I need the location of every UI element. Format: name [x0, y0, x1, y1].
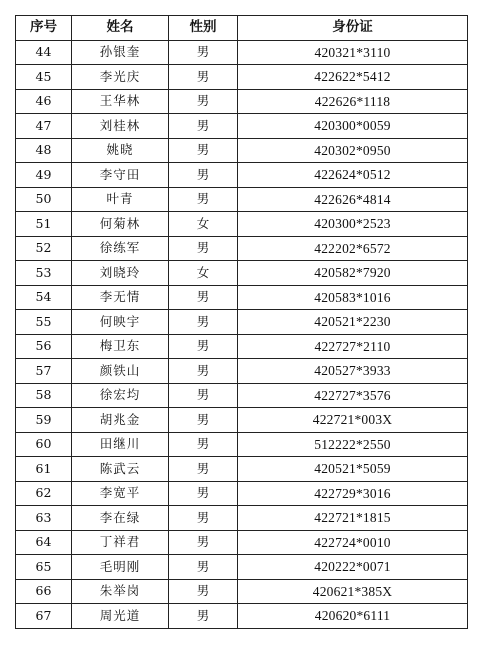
id-card-cell: 422624*0512	[238, 163, 468, 188]
name-cell: 李无情	[72, 285, 169, 310]
gender-cell: 男	[169, 236, 238, 261]
table-row	[16, 212, 468, 237]
id-card-cell: 422626*1118	[238, 89, 468, 114]
name-cell: 李光庆	[72, 65, 169, 90]
table-row	[16, 359, 468, 384]
serial-number-cell: 49	[16, 163, 72, 188]
serial-number-cell: 64	[16, 530, 72, 555]
id-card-cell: 422622*5412	[238, 65, 468, 90]
table-row	[16, 310, 468, 335]
name-cell: 丁祥君	[72, 530, 169, 555]
serial-number-cell: 47	[16, 114, 72, 139]
serial-number-cell: 44	[16, 40, 72, 65]
serial-number-cell: 62	[16, 481, 72, 506]
gender-cell: 男	[169, 457, 238, 482]
table-row	[16, 285, 468, 310]
serial-number-cell: 53	[16, 261, 72, 286]
table-row	[16, 506, 468, 531]
serial-number-cell: 60	[16, 432, 72, 457]
name-cell: 田继川	[72, 432, 169, 457]
id-card-cell: 512222*2550	[238, 432, 468, 457]
gender-cell: 男	[169, 506, 238, 531]
gender-cell: 男	[169, 432, 238, 457]
header-name: 姓名	[72, 16, 169, 41]
table-body	[16, 40, 468, 628]
serial-number-cell: 59	[16, 408, 72, 433]
serial-number-cell: 46	[16, 89, 72, 114]
serial-number-cell: 48	[16, 138, 72, 163]
gender-cell: 男	[169, 138, 238, 163]
serial-number-cell: 63	[16, 506, 72, 531]
roster-table	[15, 15, 468, 629]
table-row	[16, 236, 468, 261]
gender-cell: 男	[169, 604, 238, 629]
serial-number-cell: 65	[16, 555, 72, 580]
table-row	[16, 408, 468, 433]
serial-number-cell: 57	[16, 359, 72, 384]
name-cell: 姚晓	[72, 138, 169, 163]
name-cell: 颜铁山	[72, 359, 169, 384]
name-cell: 陈武云	[72, 457, 169, 482]
name-cell: 徐练军	[72, 236, 169, 261]
gender-cell: 男	[169, 65, 238, 90]
gender-cell: 男	[169, 481, 238, 506]
name-cell: 刘桂林	[72, 114, 169, 139]
table-row	[16, 579, 468, 604]
table-row	[16, 187, 468, 212]
name-cell: 周光道	[72, 604, 169, 629]
serial-number-cell: 58	[16, 383, 72, 408]
id-card-cell: 422724*0010	[238, 530, 468, 555]
name-cell: 朱举岗	[72, 579, 169, 604]
table-header	[16, 16, 468, 41]
name-cell: 毛明刚	[72, 555, 169, 580]
serial-number-cell: 50	[16, 187, 72, 212]
name-cell: 李守田	[72, 163, 169, 188]
serial-number-cell: 66	[16, 579, 72, 604]
serial-number-cell: 52	[16, 236, 72, 261]
id-card-cell: 420527*3933	[238, 359, 468, 384]
serial-number-cell: 67	[16, 604, 72, 629]
gender-cell: 男	[169, 187, 238, 212]
gender-cell: 男	[169, 530, 238, 555]
gender-cell: 女	[169, 212, 238, 237]
table-row	[16, 555, 468, 580]
table-row	[16, 481, 468, 506]
table-row	[16, 383, 468, 408]
gender-cell: 男	[169, 383, 238, 408]
name-cell: 何映宇	[72, 310, 169, 335]
id-card-cell: 420583*1016	[238, 285, 468, 310]
id-card-cell: 422729*3016	[238, 481, 468, 506]
id-card-cell: 420302*0950	[238, 138, 468, 163]
header-gender: 性别	[169, 16, 238, 41]
table-row	[16, 261, 468, 286]
gender-cell: 男	[169, 114, 238, 139]
gender-cell: 男	[169, 408, 238, 433]
id-card-cell: 420300*2523	[238, 212, 468, 237]
gender-cell: 男	[169, 40, 238, 65]
id-card-cell: 422626*4814	[238, 187, 468, 212]
gender-cell: 女	[169, 261, 238, 286]
table-row	[16, 114, 468, 139]
gender-cell: 男	[169, 359, 238, 384]
roster-sheet	[15, 15, 468, 629]
id-card-cell: 420222*0071	[238, 555, 468, 580]
id-card-cell: 420321*3110	[238, 40, 468, 65]
table-row	[16, 604, 468, 629]
gender-cell: 男	[169, 310, 238, 335]
id-card-cell: 420621*385X	[238, 579, 468, 604]
name-cell: 李在绿	[72, 506, 169, 531]
gender-cell: 男	[169, 285, 238, 310]
table-row	[16, 40, 468, 65]
table-row	[16, 334, 468, 359]
id-card-cell: 422721*003X	[238, 408, 468, 433]
table-row	[16, 457, 468, 482]
table-row	[16, 432, 468, 457]
name-cell: 梅卫东	[72, 334, 169, 359]
header-id-card: 身份证	[238, 16, 468, 41]
id-card-cell: 420521*5059	[238, 457, 468, 482]
id-card-cell: 422721*1815	[238, 506, 468, 531]
header-serial-number: 序号	[16, 16, 72, 41]
header-row	[16, 16, 468, 41]
name-cell: 孙银奎	[72, 40, 169, 65]
id-card-cell: 420521*2230	[238, 310, 468, 335]
id-card-cell: 420620*6111	[238, 604, 468, 629]
gender-cell: 男	[169, 89, 238, 114]
table-row	[16, 163, 468, 188]
table-row	[16, 530, 468, 555]
serial-number-cell: 51	[16, 212, 72, 237]
name-cell: 徐宏均	[72, 383, 169, 408]
name-cell: 胡兆金	[72, 408, 169, 433]
id-card-cell: 420582*7920	[238, 261, 468, 286]
table-row	[16, 138, 468, 163]
serial-number-cell: 54	[16, 285, 72, 310]
serial-number-cell: 45	[16, 65, 72, 90]
serial-number-cell: 56	[16, 334, 72, 359]
gender-cell: 男	[169, 555, 238, 580]
table-row	[16, 89, 468, 114]
name-cell: 李宽平	[72, 481, 169, 506]
name-cell: 何菊林	[72, 212, 169, 237]
name-cell: 王华林	[72, 89, 169, 114]
table-row	[16, 65, 468, 90]
id-card-cell: 422727*2110	[238, 334, 468, 359]
gender-cell: 男	[169, 163, 238, 188]
name-cell: 刘晓玲	[72, 261, 169, 286]
serial-number-cell: 55	[16, 310, 72, 335]
name-cell: 叶青	[72, 187, 169, 212]
gender-cell: 男	[169, 579, 238, 604]
id-card-cell: 422202*6572	[238, 236, 468, 261]
id-card-cell: 420300*0059	[238, 114, 468, 139]
id-card-cell: 422727*3576	[238, 383, 468, 408]
serial-number-cell: 61	[16, 457, 72, 482]
gender-cell: 男	[169, 334, 238, 359]
